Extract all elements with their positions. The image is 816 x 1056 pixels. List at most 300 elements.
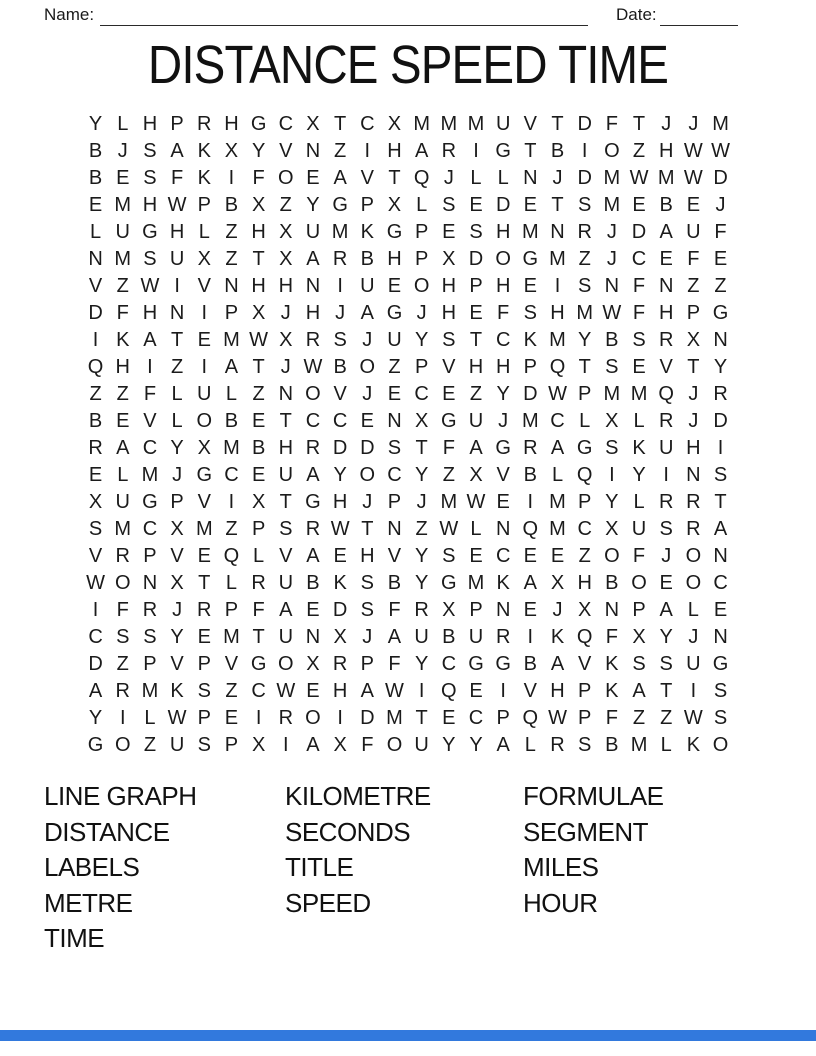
grid-cell: Y	[306, 194, 320, 216]
word-list-item: SECONDS	[285, 816, 411, 847]
grid-cell: X	[442, 248, 456, 270]
grid-cell: J	[688, 113, 699, 135]
grid-cell: E	[469, 302, 483, 324]
grid-cell: L	[144, 707, 156, 729]
grid-cell: R	[197, 599, 212, 621]
grid-cell: R	[523, 437, 538, 459]
grid-cell: U	[169, 248, 185, 270]
grid-cell: D	[631, 221, 647, 243]
grid-cell: H	[577, 572, 592, 594]
grid-cell: N	[604, 275, 620, 297]
grid-cell: B	[605, 734, 619, 756]
grid-cell: R	[305, 518, 321, 540]
grid-cell: G	[250, 113, 267, 135]
grid-cell: X	[197, 437, 211, 459]
grid-cell: M	[630, 734, 648, 756]
grid-cell: M	[549, 329, 566, 351]
grid-cell: N	[387, 518, 402, 540]
grid-cell: A	[306, 545, 320, 567]
grid-cell: J	[172, 464, 183, 486]
name-label: Name:	[44, 5, 95, 24]
grid-cell: A	[550, 653, 565, 675]
grid-cell: P	[686, 302, 701, 324]
grid-cell: I	[663, 464, 669, 486]
grid-cell: S	[197, 734, 211, 756]
grid-cell: J	[552, 167, 563, 189]
grid-cell: S	[578, 194, 592, 216]
grid-cell: P	[251, 518, 266, 540]
grid-cell: E	[523, 194, 537, 216]
grid-cell: M	[386, 707, 403, 729]
grid-cell: L	[579, 410, 591, 432]
word-list-item: LINE GRAPH	[44, 781, 197, 811]
grid-cell: U	[278, 626, 294, 648]
grid-cell: A	[659, 599, 673, 621]
grid-cell: O	[305, 707, 321, 729]
grid-cell: L	[171, 410, 183, 432]
grid-cell: M	[576, 302, 594, 324]
grid-cell: I	[119, 707, 126, 729]
grid-cell: U	[686, 653, 701, 675]
grid-row	[82, 462, 734, 489]
grid-cell: P	[414, 248, 429, 270]
grid-row	[82, 192, 734, 219]
grid-cell: S	[605, 437, 619, 459]
grid-cell: W	[303, 356, 323, 378]
grid-cell: W	[602, 302, 622, 324]
grid-cell: J	[552, 599, 563, 621]
grid-cell: F	[687, 248, 700, 270]
grid-cell: Z	[687, 275, 700, 297]
grid-cell: D	[332, 599, 348, 621]
grid-cell: X	[251, 194, 266, 216]
grid-cell: W	[629, 167, 649, 189]
grid-cell: N	[495, 599, 511, 621]
grid-cell: P	[143, 545, 157, 567]
grid-cell: B	[224, 410, 239, 432]
grid-cell: O	[114, 572, 131, 594]
grid-cell: C	[142, 437, 158, 459]
grid-cell: S	[713, 680, 728, 702]
grid-cell: F	[170, 167, 184, 189]
word-list-item: TITLE	[285, 852, 354, 882]
grid-cell: R	[251, 572, 266, 594]
grid-cell: K	[605, 680, 619, 702]
word-search-grid	[82, 111, 734, 759]
grid-cell: I	[174, 275, 180, 297]
grid-cell: W	[330, 518, 350, 540]
grid-cell: H	[387, 140, 402, 162]
grid-cell: H	[251, 275, 266, 297]
grid-row	[82, 300, 734, 327]
grid-cell: F	[442, 437, 455, 459]
grid-cell: U	[115, 491, 130, 513]
grid-cell: Z	[252, 383, 265, 405]
grid-cell: M	[549, 518, 566, 540]
grid-cell: L	[633, 410, 645, 432]
grid-cell: H	[387, 248, 402, 270]
grid-cell: Z	[116, 383, 129, 405]
grid-cell: T	[252, 248, 265, 270]
grid-cell: S	[442, 329, 456, 351]
grid-cell: Y	[713, 356, 728, 378]
grid-cell: K	[170, 680, 184, 702]
grid-cell: G	[441, 572, 457, 594]
grid-cell: X	[469, 464, 483, 486]
grid-cell: H	[332, 491, 348, 513]
grid-cell: G	[522, 248, 539, 270]
grid-cell: P	[414, 356, 429, 378]
grid-cell: M	[141, 464, 159, 486]
grid-cell: T	[415, 707, 428, 729]
grid-cell: M	[522, 221, 539, 243]
grid-cell: X	[414, 410, 429, 432]
grid-cell: I	[609, 464, 615, 486]
grid-cell: L	[687, 599, 699, 621]
grid-cell: I	[283, 734, 289, 756]
grid-cell: I	[527, 491, 534, 513]
grid-cell: I	[717, 437, 724, 459]
grid-row	[82, 138, 734, 165]
grid-cell: N	[686, 464, 701, 486]
grid-cell: T	[361, 518, 374, 540]
grid-cell: L	[470, 167, 482, 189]
grid-cell: R	[305, 329, 321, 351]
grid-cell: J	[117, 140, 128, 162]
grid-row	[82, 705, 734, 732]
grid-cell: W	[548, 707, 567, 729]
grid-row	[82, 570, 734, 597]
grid-cell: Y	[496, 383, 510, 405]
grid-cell: H	[495, 221, 511, 243]
grid-cell: R	[278, 707, 294, 729]
grid-cell: T	[524, 140, 537, 162]
grid-cell: P	[197, 653, 211, 675]
grid-cell: V	[360, 167, 374, 189]
grid-cell: L	[171, 383, 183, 405]
grid-cell: T	[578, 356, 591, 378]
grid-cell: G	[712, 302, 729, 324]
grid-cell: R	[332, 653, 348, 675]
grid-cell: O	[604, 140, 620, 162]
grid-cell: B	[442, 626, 456, 648]
grid-cell: Z	[578, 248, 591, 270]
grid-cell: Y	[414, 572, 429, 594]
grid-cell: V	[88, 275, 103, 297]
grid-cell: E	[251, 464, 266, 486]
grid-cell: I	[473, 140, 479, 162]
grid-cell: N	[523, 167, 538, 189]
grid-cell: C	[224, 464, 239, 486]
grid-cell: M	[440, 113, 458, 135]
grid-cell: Z	[143, 734, 157, 756]
grid-cell: C	[142, 518, 158, 540]
grid-cell: J	[661, 545, 672, 567]
grid-cell: T	[551, 113, 564, 135]
grid-cell: M	[522, 410, 539, 432]
grid-cell: I	[500, 680, 506, 702]
grid-cell: Z	[225, 518, 238, 540]
grid-cell: Q	[441, 680, 457, 702]
grid-cell: P	[143, 653, 157, 675]
grid-cell: U	[387, 329, 402, 351]
word-list-item: SEGMENT	[523, 816, 649, 847]
grid-cell: J	[335, 302, 346, 324]
grid-cell: D	[577, 167, 592, 189]
grid-cell: D	[88, 653, 103, 675]
grid-cell: A	[713, 518, 728, 540]
grid-cell: X	[197, 248, 211, 270]
grid-cell: X	[605, 410, 619, 432]
grid-cell: F	[497, 302, 510, 324]
grid-cell: Z	[714, 275, 727, 297]
grid-cell: G	[386, 221, 403, 243]
word-list-column	[44, 779, 285, 957]
grid-cell: N	[713, 329, 728, 351]
grid-cell: O	[685, 545, 702, 567]
grid-cell: X	[224, 140, 239, 162]
grid-cell: U	[658, 437, 674, 459]
grid-cell: W	[249, 329, 269, 351]
grid-cell: W	[276, 680, 296, 702]
grid-cell: X	[442, 599, 456, 621]
grid-cell: O	[631, 572, 647, 594]
grid-cell: E	[469, 194, 483, 216]
grid-cell: H	[550, 302, 565, 324]
grid-cell: C	[387, 464, 402, 486]
grid-cell: Z	[632, 140, 646, 162]
grid-cell: M	[141, 680, 159, 702]
word-list-item: KILOMETRE	[285, 781, 431, 811]
grid-cell: J	[362, 491, 373, 513]
grid-cell: P	[387, 491, 402, 513]
grid-cell: D	[88, 302, 103, 324]
grid-cell: M	[114, 194, 132, 216]
grid-cell: G	[495, 437, 511, 459]
grid-cell: D	[360, 437, 375, 459]
grid-cell: H	[441, 275, 457, 297]
grid-cell: P	[414, 221, 429, 243]
grid-cell: T	[632, 113, 646, 135]
grid-cell: M	[223, 329, 240, 351]
grid-cell: G	[142, 491, 158, 513]
grid-cell: V	[523, 680, 537, 702]
grid-cell: A	[88, 680, 103, 702]
grid-cell: M	[413, 113, 430, 135]
grid-cell: L	[90, 221, 102, 243]
grid-cell: B	[659, 194, 673, 216]
grid-cell: X	[170, 518, 184, 540]
grid-cell: E	[523, 599, 537, 621]
grid-cell: V	[197, 275, 211, 297]
grid-cell: R	[577, 221, 592, 243]
grid-cell: T	[714, 491, 727, 513]
grid-cell: F	[116, 302, 129, 324]
grid-cell: A	[523, 572, 537, 594]
grid-cell: P	[197, 194, 211, 216]
grid-cell: L	[633, 491, 645, 513]
grid-cell: B	[523, 653, 537, 675]
grid-cell: U	[468, 626, 484, 648]
grid-cell: C	[251, 680, 266, 702]
grid-cell: P	[170, 113, 184, 135]
grid-cell: L	[117, 113, 129, 135]
grid-cell: X	[578, 599, 592, 621]
grid-cell: W	[683, 140, 703, 162]
grid-cell: E	[88, 464, 103, 486]
grid-cell: A	[469, 437, 483, 459]
grid-cell: C	[495, 545, 511, 567]
grid-cell: G	[495, 140, 511, 162]
grid-cell: C	[414, 383, 429, 405]
grid-cell: S	[143, 248, 157, 270]
grid-cell: D	[713, 167, 728, 189]
page-title: DISTANCE SPEED TIME	[147, 35, 669, 95]
grid-cell: B	[605, 572, 619, 594]
grid-cell: G	[495, 653, 511, 675]
grid-cell: O	[114, 734, 131, 756]
date-label: Date:	[616, 5, 657, 24]
grid-row	[82, 408, 734, 435]
grid-cell: J	[606, 248, 617, 270]
grid-cell: F	[714, 221, 727, 243]
grid-cell: A	[414, 140, 429, 162]
grid-cell: S	[143, 167, 157, 189]
grid-cell: I	[690, 680, 697, 702]
grid-cell: N	[387, 410, 402, 432]
word-list	[44, 779, 772, 957]
grid-cell: O	[386, 734, 403, 756]
grid-cell: E	[442, 707, 456, 729]
grid-cell: U	[686, 221, 701, 243]
grid-cell: E	[659, 572, 673, 594]
grid-cell: S	[632, 329, 646, 351]
grid-cell: U	[115, 221, 130, 243]
grid-cell: N	[88, 248, 103, 270]
grid-cell: R	[305, 437, 321, 459]
grid-cell: V	[143, 410, 157, 432]
grid-cell: O	[712, 734, 729, 756]
grid-cell: D	[360, 707, 375, 729]
grid-cell: B	[550, 140, 565, 162]
word-list-column	[523, 779, 763, 957]
grid-cell: Q	[576, 626, 593, 648]
grid-cell: T	[687, 356, 700, 378]
grid-cell: Z	[578, 545, 591, 567]
grid-cell: M	[440, 491, 458, 513]
grid-cell: B	[605, 329, 619, 351]
grid-cell: N	[604, 599, 620, 621]
grid-cell: N	[550, 221, 565, 243]
word-list-item: HOUR	[523, 887, 598, 918]
grid-cell: M	[712, 113, 729, 135]
grid-cell: X	[251, 491, 266, 513]
grid-cell: L	[416, 194, 428, 216]
grid-cell: X	[632, 626, 646, 648]
grid-cell: H	[305, 302, 321, 324]
grid-cell: L	[225, 383, 237, 405]
grid-cell: H	[251, 221, 266, 243]
grid-cell: I	[92, 599, 99, 621]
grid-cell: E	[251, 410, 266, 432]
grid-cell: N	[278, 383, 294, 405]
grid-cell: Z	[116, 653, 129, 675]
grid-cell: M	[195, 518, 213, 540]
grid-cell: T	[252, 626, 265, 648]
grid-cell: Z	[388, 356, 401, 378]
grid-cell: I	[337, 707, 343, 729]
grid-cell: K	[496, 572, 510, 594]
grid-cell: P	[360, 653, 374, 675]
grid-cell: M	[467, 572, 485, 594]
grid-cell: W	[466, 491, 486, 513]
grid-cell: E	[713, 599, 728, 621]
grid-cell: J	[606, 221, 617, 243]
grid-cell: F	[605, 626, 618, 648]
grid-cell: R	[142, 599, 158, 621]
grid-cell: A	[306, 734, 320, 756]
grid-cell: A	[360, 302, 374, 324]
grid-cell: K	[605, 653, 619, 675]
grid-cell: N	[169, 302, 185, 324]
word-list-item: DISTANCE	[44, 816, 170, 847]
grid-cell: F	[252, 599, 265, 621]
grid-cell: F	[116, 599, 129, 621]
grid-cell: I	[201, 356, 208, 378]
grid-cell: M	[603, 194, 621, 216]
grid-cell: X	[170, 572, 184, 594]
grid-cell: G	[468, 653, 484, 675]
grid-cell: V	[442, 356, 456, 378]
grid-cell: L	[253, 545, 265, 567]
grid-cell: N	[305, 140, 321, 162]
grid-cell: Y	[414, 329, 429, 351]
grid-cell: U	[414, 626, 429, 648]
grid-cell: G	[441, 410, 457, 432]
grid-cell: I	[92, 329, 99, 351]
grid-cell: T	[279, 491, 292, 513]
grid-cell: N	[142, 572, 158, 594]
grid-cell: H	[468, 356, 484, 378]
grid-cell: B	[333, 356, 347, 378]
grid-cell: N	[495, 518, 511, 540]
grid-cell: R	[658, 329, 674, 351]
grid-cell: D	[713, 410, 728, 432]
grid-cell: S	[523, 302, 537, 324]
grid-cell: U	[278, 464, 294, 486]
grid-cell: U	[278, 572, 294, 594]
grid-cell: O	[278, 167, 294, 189]
grid-cell: S	[279, 518, 293, 540]
grid-cell: X	[251, 734, 266, 756]
grid-cell: S	[143, 626, 157, 648]
grid-cell: G	[712, 653, 729, 675]
grid-cell: C	[468, 707, 484, 729]
grid-cell: U	[197, 383, 212, 405]
grid-cell: M	[630, 383, 648, 405]
grid-cell: X	[605, 518, 619, 540]
grid-cell: G	[196, 464, 213, 486]
grid-cell: S	[605, 356, 619, 378]
grid-cell: H	[332, 680, 348, 702]
grid-cell: E	[632, 194, 646, 216]
grid-cell: R	[495, 626, 511, 648]
grid-cell: V	[88, 545, 103, 567]
grid-cell: M	[223, 437, 240, 459]
grid-cell: D	[332, 437, 348, 459]
grid-cell: Y	[333, 464, 347, 486]
grid-cell: N	[305, 626, 321, 648]
